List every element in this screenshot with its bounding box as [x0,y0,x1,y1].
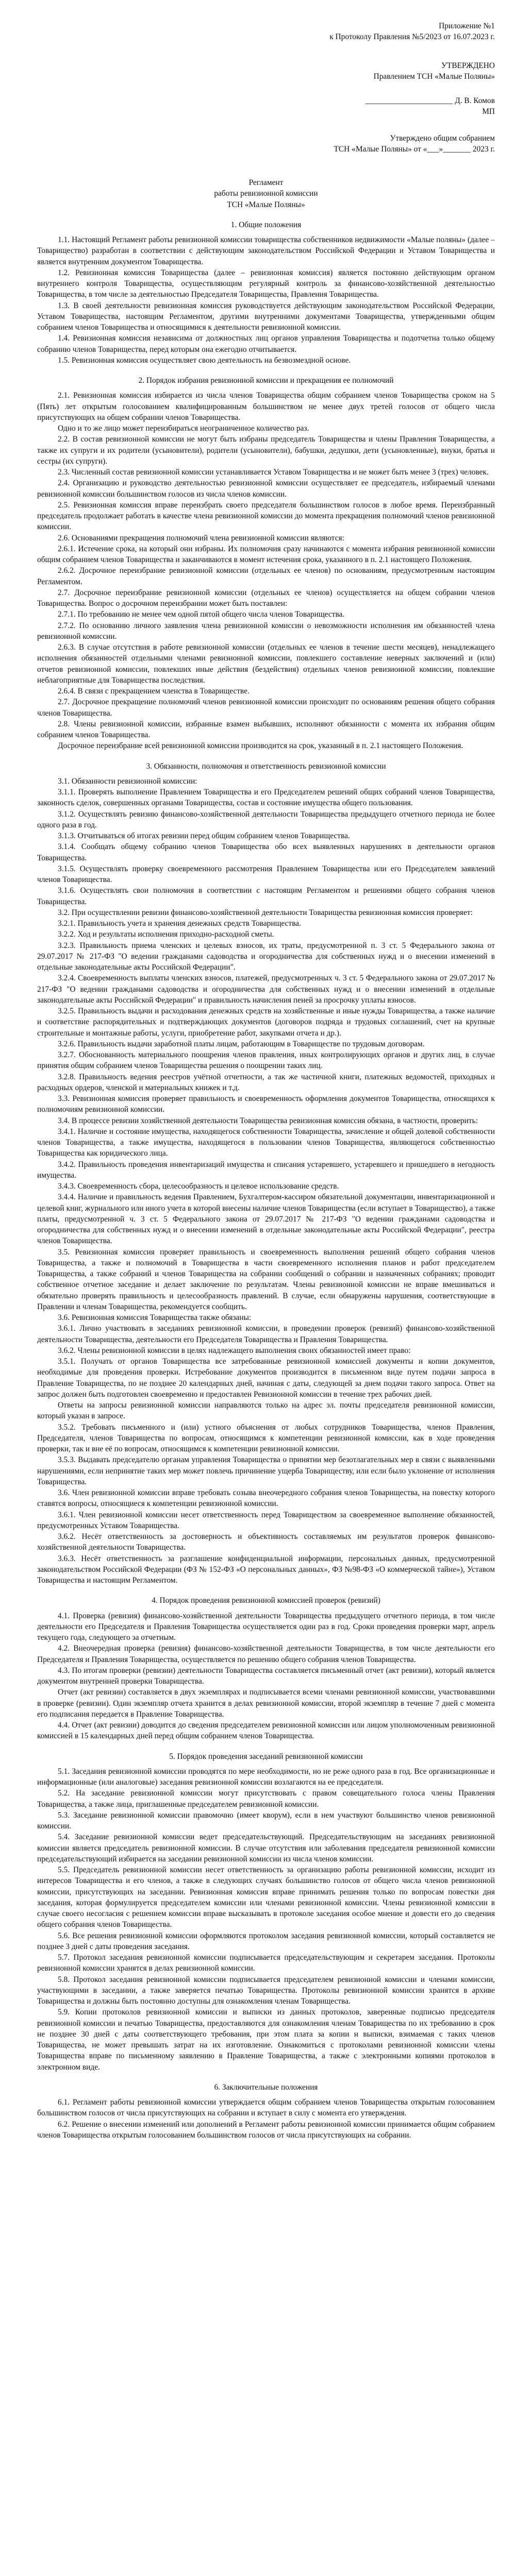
section-paragraph: 3.6.3. Несёт ответственность за разглашение конфиденциальной информации, персональных данных, предусмотренной законодательством Российской Федерации (ФЗ № 152-ФЗ «О персональных данных», ФЗ №98-ФЗ «О коммерческой тайне»), Уставом Товарищества и настоящим Регламентом. [37,1554,495,1585]
section-paragraph: Отчет (акт ревизии) составляется в двух экземплярах и подписывается всеми членами ревизионной комиссии, участвовавшими в проверке (ревизии). Один экземпляр отчета хранится в делах ревизионной комиссии, второй экземпляр в течение 7 дней с момента его подписания передается в Правление Товарищества. [37,1688,495,1719]
section-heading: 5. Порядок проведения заседаний ревизионной комиссии [169,1752,363,1761]
section-paragraph: 4.2. Внеочередная проверка (ревизия) финансово-хозяйственной деятельности Товарищества, в том числе деятельности его Председателя и Правления Товарищества, осуществляется по решению общего собрания членов Товарищества. [37,1644,495,1664]
section-paragraph: 3.2.5. Правильность выдачи и расходования денежных средств на хозяйственные и иные нужды Товарищества, а также наличие и соответствие распорядительных и подтверждающих документов (договоров подряда и трудовых соглашений, счет на крупные строительные и монтажные работы, услуги, приобретение работ, закупками отчета и др.). [37,1007,495,1038]
document-title [37,177,495,210]
approved-label: УТВЕРЖДЕНО [441,61,495,70]
section-paragraph: Ответы на запросы ревизионной комиссии направляются только на адрес эл. почты председателя ревизионной комиссии, который указан в запросе. [37,1401,495,1421]
section-paragraph: 3.4.4. Наличие и правильность ведения Правлением, Бухгалтером-кассиром обязательной документации, инвентаризационной и целевой книг, журнального или иного учета в которой внесены наличие членов Товарищества (если вступает в Товарищество), а также платы, предусмотренной ч. 3 ст. 5 Федерального закона от 29.07.2017 № 217-ФЗ "О ведении гражданами садоводства и огородничества для собственных нужд и о внесении изменений в отдельные законодательные акты Российской Федерации", реестра членов Товарищества. [37,1193,495,1246]
section-paragraph: 3.6. Член ревизионной комиссии вправе требовать созыва внеочередного собрания членов Товарищества, на повестку которого ставятся вопросы, относящиеся к компетенции ревизионной комиссии. [37,1488,495,1509]
title-line-3: ТСН «Малые Поляны» [227,200,305,209]
section-paragraph: 2.6. Основаниями прекращения полномочий члена ревизионной комиссии являются: [58,533,344,543]
section-paragraph: 3.2.8. Правильность ведения реестров учётной отчетности, а так же частичной книги, платежных ведомостей, приходных и расходных ордеров, членской и материальных книжек и т.д. [37,1072,495,1092]
stamp-mark: МП [482,107,495,116]
section-paragraph: 3.1.2. Осуществлять ревизию финансово-хозяйственной деятельности Товарищества предыдущего отчетного периода не более одного раза в год. [37,809,495,829]
section-paragraph: 2.6.1. Истечение срока, на который они избраны. Их полномочия сразу начинаются с момента избрания ревизионной комиссии общим собранием членов Товарищества и заканчиваются в момент истечения срока, указанного в п. 2.1 настоящего Положения. [37,544,495,564]
section-paragraph: 2.6.2. Досрочное переизбрание ревизионной комиссии (отдельных ее членов) по основаниям, предусмотренным настоящим Регламентом. [37,566,495,586]
section-paragraph: 3.6.1. Член ревизионной комиссии несет ответственность перед Товариществом за своевременное выполнение обязанностей, предусмотренных Уставом Товарищества. [37,1510,495,1530]
section-paragraph: 3.5. Ревизионная комиссия проверяет правильность и своевременность выполнения решений общего собрания членов Товарищества, а также и полномочий в Товарищества в части своевременного исполнения планов и работ председателем Товарищества, а также собраний и членов Товарищества на собрании сообщений о собрании и назначенных собраниях; проводит собственное отчетное заседание и делает заключение по результатам. Члены ревизионной комиссии не вправе вмешиваться и обязательно проверять правильность и целесообразность правлений. В случае, если обнаружены нарушения, соответствующие в Правлении и членам Товарищества, рекомендуется сообщить. [37,1247,495,1311]
section-paragraph: Одно и то же лицо может переизбираться неограниченное количество раз. [58,424,309,433]
section-paragraph: 5.8. Протокол заседания ревизионной комиссии подписывается председателем ревизионной комиссии и членами комиссии, участвующими в заседании, а также заверяется печатью Товарищества. Протоколы ревизионной комиссии хранятся в архиве Товарищества и должны быть постоянно доступны для ознакомления членам Товарищества. [37,1975,495,2006]
section-paragraph: 2.6.3. В случае отсутствия в работе ревизионной комиссии (отдельных ее членов в течение шести месяцев), ненадлежащего исполнения обязанностей отдельными членами ревизионной комиссии, повлекшего составление неверных заключений и (или) отчетов ревизионной комиссии, повлекших иные действия (бездействия) отдельных членов ревизионной комиссии, повлекшие неблагоприятные для Товарищества последствия. [37,643,495,685]
section-paragraph: 2.3. Численный состав ревизионной комиссии устанавливается Уставом Товарищества и не может быть менее 3 (трех) человек. [58,468,489,477]
section-heading: 1. Общие положения [230,220,302,229]
section-paragraph: 3.6.1. Лично участвовать в заседаниях ревизионной комиссии, в проведении проверок (ревизий) финансово-хозяйственной деятельности Товарищества, деятельности его Председателя Товарищества и Правления Товарищества. [37,1324,495,1344]
section-paragraph: 5.7. Протокол заседания ревизионной комиссии подписывается председательствующим и секретарем заседания. Протоколы ревизионной комиссии хранятся в делах ревизионной комиссии. [37,1953,495,1973]
section-paragraph: Досрочное переизбрание всей ревизионной комиссии производится на срок, указанный в п. 2.1 настоящего Положения. [58,741,463,751]
section-heading: 4. Порядок проведения ревизионной комиссией проверок (ревизий) [152,1596,380,1605]
section-paragraph: 3.6. Ревизионная комиссия Товарищества также обязаны: [58,1313,252,1322]
section-paragraph: 3.2.1. Правильность учета и хранения денежных средств Товарищества. [58,919,301,928]
annex-number: Приложение №1 [439,22,495,30]
annex-header [37,21,495,43]
section-paragraph: 1.1. Настоящий Регламент работы ревизионной комиссии товарищества собственников недвижимости «Малые поляны» (далее – Товарищество) разработан в соответствии с действующим законодательством Российской Федерации и Уставом Товарищества и является внутренним документом Товарищества. [37,235,495,266]
section-paragraph: 3.1.4. Сообщать общему собранию членов Товарищества обо всех выявленных нарушениях в деятельности органов Товарищества. [37,842,495,862]
approval-block [37,60,495,155]
section-paragraph: 2.7.1. По требованию не менее чем одной пятой общего числа членов Товарищества. [58,610,345,619]
section-heading: 2. Порядок избрания ревизионной комиссии и прекращения ее полномочий [138,376,394,385]
section-paragraph: 2.2. В состав ревизионной комиссии не могут быть избраны председатель Товарищества и члены Правления Товарищества, а также их супруги и их родители (усыновители), родители (усыновители), бабушки, дедушки, дети (усыновленные), внуки, братья и сестры (их супруги). [37,435,495,466]
section-paragraph: 3.4. В процессе ревизии хозяйственной деятельности Товарищества ревизионная комиссия обязана, в частности, проверить: [58,1116,478,1125]
section-paragraph: 2.7.2. По основанию личного заявления члена ревизионной комиссии о невозможности исполнения им обязанностей члена ревизионной комиссии. [37,621,495,641]
section-paragraph: 2.7. Досрочное переизбрание ревизионной комиссии (отдельных ее членов) осуществляется на общем собрании членов Товарищества. Вопрос о досрочном переизбрании может быть поставлен: [37,588,495,608]
section-paragraph: 4.3. По итогам проверки (ревизии) деятельности Товарищества составляется письменный отчет (акт ревизии), который является документом внутренней проверки Товарищества. [37,1666,495,1686]
section-paragraph: 5.2. На заседание ревизионной комиссии могут присутствовать с правом совещательного голоса члены Правления Товарищества, а также лица, приглашенные председателем ревизионной комиссии. [37,1789,495,1809]
section-paragraph: 2.4. Организацию и руководство деятельностью ревизионной комиссии осуществляет ее председатель, избираемый членами ревизионной комиссии большинством голосов из числа членов комиссии. [37,479,495,499]
section-paragraph: 3.2. При осуществлении ревизии финансово-хозяйственной деятельности Товарищества ревизионная комиссия проверяет: [58,908,473,917]
section-paragraph: 2.5. Ревизионная комиссия вправе переизбрать своего председателя большинством голосов в любое время. Переизбранный председатель продолжает работать в качестве члена ревизионной комиссии до момента прекращения полномочий членов ревизионной комиссии. [37,500,495,532]
section-paragraph: 1.3. В своей деятельности ревизионная комиссия руководствуется действующим законодательством Российской Федерации, Уставом Товарищества, настоящим Регламентом, другими внутренними документами Товарищества, утвержденными общим собранием членов Товарищества и относящимися к деятельности ревизионной комиссии. [37,301,495,332]
section-paragraph: 4.1. Проверка (ревизия) финансово-хозяйственной деятельности Товарищества предыдущего отчетного периода, в том числе деятельности его Председателя и Правления Товарищества осуществляется один раз в год. Сроки проведения проверки март, апрель текущего года, следующего за отчетным. [37,1611,495,1642]
section-paragraph: 2.8. Члены ревизионной комиссии, избранные взамен выбывших, исполняют обязанности с момента их избрания общим собранием членов Товарищества. [37,719,495,739]
title-line-2: работы ревизионной комиссии [214,189,318,198]
section-paragraph: 1.2. Ревизионная комиссия Товарищества (далее – ревизионная комиссия) является постоянно действующим органом внутреннего контроля Товарищества, осуществляющим регулярный контроль за финансово-хозяйственной деятельностью Товарищества, в том числе за деятельностью Председателя Товарищества, Правления Товарищества. [37,268,495,299]
approved-meeting-label: Утверждено общим собранием [390,133,495,143]
section-paragraph: 2.1. Ревизионная комиссия избирается из числа членов Товарищества общим собранием членов Товарищества сроком на 5 (Пять) лет открытым голосованием квалифицированным большинством не менее двух третей голосов от общего числа присутствующих на общем собрании членов Товарищества. [37,391,495,422]
section-heading: 6. Заключительные положения [214,2082,318,2092]
section-paragraph: 3.4.1. Наличие и состояние имущества, находящегося собственности Товарищества, зачисление и общей долевой собственности членов Товарищества, а также имущества, находящегося в пользовании членов Товарищества, являющегося собственностью Товарищества как юридического лица. [37,1127,495,1158]
title-line-1: Регламент [248,178,284,187]
section-paragraph: 3.5.3. Выдавать председателю органам управления Товарищества о принятии мер безотлагательных мер в связи с выявленными нарушениями, если непринятие таких мер может повлечь причинение ущерба Товариществу, или если было уклонение от исполнения Товарищества. [37,1455,495,1486]
section-paragraph: 3.2.4. Своевременность выплаты членских взносов, платежей, предусмотренных ч. 3 ст. 5 Федерального закона от 29.07.2017 № 217-ФЗ "О ведении гражданами садоводства и огородничества для собственных нужд и о внесении изменений в отдельные законодательные акты Российской Федерации" и правильность начисления пеней за просрочку уплаты взносов. [37,974,495,1005]
section-heading: 3. Обязанности, полномочия и ответственность ревизионной комиссии [146,761,386,771]
section-paragraph: 2.6.4. В связи с прекращением членства в Товариществе. [58,687,250,696]
section-paragraph: 2.7. Досрочное прекращение полномочий членов ревизионной комиссии происходит по основаниям решения общего собрания членов Товарищества. [37,698,495,718]
section-paragraph: 1.5. Ревизионная комиссия осуществляет свою деятельность на безвозмездной основе. [58,355,351,365]
section-paragraph: 5.6. Все решения ревизионной комиссии оформляются протоколом заседания ревизионной комиссии, который составляется не позднее 3 дней с даты проведения заседания. [37,1931,495,1951]
section-paragraph: 3.4.3. Своевременность сбора, целесообразность и целевое использование средств. [58,1182,339,1191]
section-paragraph: 3.2.3. Правильность приема членских и целевых взносов, их траты, предусмотренной п. 3 ст. 5 Федерального закона от 29.07.2017 № 217-ФЗ "О ведении гражданами садоводства и огородничества для собственных нужд и о внесении изменений в отдельные законодательные акты Российской Федерации". [37,941,495,972]
section-paragraph: 3.4.2. Правильность проведения инвентаризаций имущества и списания устаревшего, устаревшего и пришедшего в негодность имущества. [37,1160,495,1180]
section-paragraph: 6.1. Регламент работы ревизионной комиссии утверждается общим собранием членов Товарищества открытым голосованием большинством голосов от числа присутствующих на собрании и вступает в силу с момента его утверждения. [37,2098,495,2118]
section-paragraph: 6.2. Решение о внесении изменений или дополнений в Регламент работы ревизионной комиссии принимается общим собранием членов Товарищества открытым голосованием большинством голосов от числа присутствующих на собрании. [37,2120,495,2140]
section-paragraph: 3.1.5. Осуществлять проверку своевременного рассмотрения Правлением Товарищества или его Председателем заявлений членов Товарищества. [37,864,495,884]
section-paragraph: 5.1. Заседания ревизионной комиссии проводятся по мере необходимости, но не реже одного раза в год. Все организационные и информационные (или аналоговые) заседания ревизионной комиссии возлагаются на ее председателя. [37,1767,495,1787]
section-paragraph: 1.4. Ревизионная комиссия независима от должностных лиц органов управления Товарищества и подотчетна только общему собранию членов Товарищества, перед которым она ежегодно отчитывается. [37,334,495,354]
section-paragraph: 3.3. Ревизионная комиссия проверяет правильность и своевременность оформления документов Товарищества, относящихся к полномочиям ревизионной комиссии. [37,1094,495,1114]
section-paragraph: 3.5.2. Требовать письменного и (или) устного объяснения от любых сотрудников Товарищества, членов Правления, Председателя, членов Товарищества по вопросам, относящимся к компетенции ревизионной комиссии, как в ходе проведения проверки, так и вне её по вопросам, относящимся к компетенции ревизионной комиссии. [37,1422,495,1453]
section-paragraph: 3.1.6. Осуществлять свои полномочия в соответствии с настоящим Регламентом и решениями общего собрания членов Товарищества. [37,886,495,906]
approved-meeting-by: ТСН «Малые Поляны» от «___»_______ 2023 г. [334,144,495,154]
section-paragraph: 3.1. Обязанности ревизионной комиссии: [58,776,197,786]
section-paragraph: 5.3. Заседание ревизионной комиссии правомочно (имеет кворум), если в нем участвуют большинство членов ревизионной комиссии. [37,1810,495,1831]
section-paragraph: 3.2.7. Обоснованность материального поощрения членов правления, иных контролирующих органов и других лиц, в случае принятия общим собранием членов Товарищества решения о поощрении таких лиц. [37,1050,495,1071]
approved-by: Правлением ТСН «Малые Поляны» [373,72,495,81]
protocol-reference: к Протоколу Правления №5/2023 от 16.07.2023 г. [329,32,495,42]
section-paragraph: 5.5. Председатель ревизионной комиссии несет ответственность за организацию работы ревизионной комиссии, исходит из интересов Товарищества и его членов, а также в следующих случаях большинство голосов от общего числа членов ревизионной комиссии, присутствующих на заседании. Ревизионная комиссия вправе принимать решения только по вопросам повестки дня заседания, которая формулируется председателем комиссии или членами ревизионной комиссии. Члены ревизионной комиссии в случае своего несогласия с решением комиссии вправе высказывать в протоколе заседания особое мнение и довести его до сведения общего собрания членов Товарищества. [37,1866,495,1929]
section-paragraph: 4.4. Отчет (акт ревизии) доводится до сведения председателем ревизионной комиссии или лицом уполномоченным ревизионной комиссией в 15 календарных дней перед общим собранием членов Товарищества. [37,1721,495,1741]
document-body [37,219,495,2141]
section-paragraph: 3.2.6. Правильность выдачи заработной платы лицам, работающим в Товариществе по трудовым договорам. [58,1039,425,1048]
section-paragraph: 3.1.3. Отчитываться об итогах ревизии перед общим собранием членов Товарищества. [58,832,350,840]
section-paragraph: 3.6.2. Члены ревизионной комиссии в целях надлежащего выполнения своих обязанностей имеет право: [58,1346,411,1355]
section-paragraph: 3.1.1. Проверять выполнение Правлением Товарищества и его Председателем решений общих собраний членов Товарищества, законность сделок, совершенных органами Товарищества, состав и состояние имущества общего пользования. [37,788,495,808]
section-paragraph: 3.6.2. Несёт ответственность за достоверность и объективность составляемых им результатов проверок финансово-хозяйственной деятельности Товарищества. [37,1532,495,1552]
signature-line: ______________________ Д. В. Комов [365,96,495,105]
section-paragraph: 5.4. Заседание ревизионной комиссии ведет председательствующий. Председательствующим на заседаниях ревизионной комиссии является председатель ревизионной комиссии. В случае отсутствия или заболевания председателя ревизионной комиссии председательствующий избирается на заседании ревизионной комиссии из числа членов комиссии. [37,1833,495,1863]
section-paragraph: 3.5.1. Получать от органов Товарищества все затребованные ревизионной комиссией документы и копии документов, необходимые для проведения проверки. Истребование документов производится в письменном виде путем подачи запроса в Правление Товарищества, по не позднее 20 календарных дней, начиная с даты, следующей за днем подачи такого запроса. Ответ на запрос должен быть подготовлен своевременно и предоставлен Ревизионной комиссии в течение трех рабочих дней. [37,1357,495,1399]
section-paragraph: 5.9. Копии протоколов ревизионной комиссии и выписки из данных протоколов, заверенные подписью председателя ревизионной комиссии и печатью Товарищества, предоставляются для ознакомления членам Товарищества по их требованию в срок не позднее 30 дней с даты соответствующего требования, при этом плата за копии и выписки, взимаемая с таких членов Товарищества, не может превышать затрат на их изготовление. Ознакомиться с протоколами ревизионной комиссии члены Товарищества вправе по письменному заявлению в Правление Товарищества, а также с электронными копиями протоколов в электронном виде. [37,2008,495,2072]
section-paragraph: 3.2.2. Ход и результаты исполнения приходно-расходной сметы. [58,930,274,939]
